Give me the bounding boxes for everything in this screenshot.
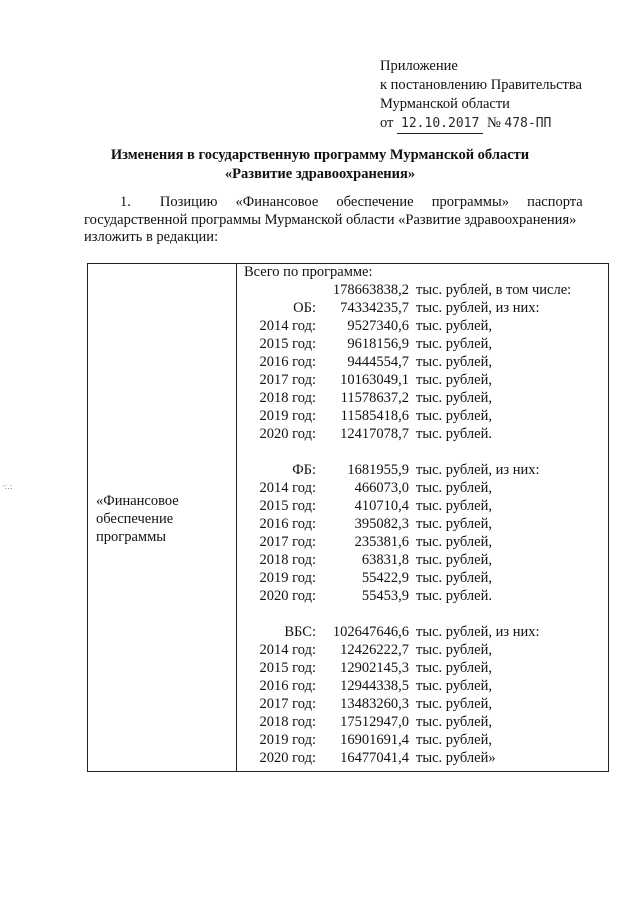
ob-row-unit: тыс. рублей, (416, 336, 492, 352)
ob-row (248, 372, 604, 390)
fb-row-label: 2016 год: (259, 516, 316, 532)
title-line-2: «Развитие здравоохранения» (224, 166, 416, 182)
total-value: 178663838,2 (332, 282, 409, 298)
fb-row-unit: тыс. рублей, (416, 534, 492, 550)
ob-row-value: 11585418,6 (340, 408, 409, 424)
ob-row-label: 2017 год: (259, 372, 316, 388)
vbs-row (248, 732, 604, 750)
vbs-row-value: 102647646,6 (332, 624, 409, 640)
total-unit: тыс. рублей, в том числе: (416, 282, 572, 298)
appendix-date-line (380, 114, 582, 134)
gap-1 (248, 444, 604, 462)
vbs-row-label: 2020 год: (259, 750, 316, 766)
fb-row (248, 570, 604, 588)
fb-row-unit: тыс. рублей, (416, 570, 492, 586)
ob-row-value: 12417078,7 (340, 426, 409, 442)
paragraph-line-3: изложить в редакции: (84, 229, 219, 245)
vbs-row-value: 12426222,7 (340, 642, 409, 658)
vbs-row-unit: тыс. рублей, из них: (416, 624, 540, 640)
from-label: от (380, 115, 394, 131)
vbs-row (248, 678, 604, 696)
appendix-line-2: к постановлению Правительства (380, 77, 582, 93)
fb-row-label: 2019 год: (259, 570, 316, 586)
fb-row-unit: тыс. рублей, (416, 480, 492, 496)
fb-row-value: 466073,0 (354, 480, 409, 496)
ob-row-label: 2020 год: (259, 426, 316, 442)
total-value-row (248, 282, 604, 300)
ob-row-value: 74334235,7 (340, 300, 409, 316)
ob-row-unit: тыс. рублей, (416, 318, 492, 334)
vbs-row (248, 696, 604, 714)
vbs-row-unit: тыс. рублей, (416, 732, 492, 748)
vbs-row-value: 12944338,5 (340, 678, 409, 694)
gap-2 (248, 606, 604, 624)
vbs-row (248, 750, 604, 768)
left-label-line-2: обеспечение (96, 511, 174, 527)
fb-row-unit: тыс. рублей. (416, 588, 492, 604)
vbs-row-unit: тыс. рублей, (416, 678, 492, 694)
ob-row (248, 390, 604, 408)
paragraph-line-2: государственной программы Мурманской области «Развитие здравоохранения» (84, 211, 577, 228)
ob-row-label: 2016 год: (259, 354, 316, 370)
ob-row-label: 2015 год: (259, 336, 316, 352)
vbs-row-value: 16901691,4 (340, 732, 409, 748)
vbs-row-label: ВБС: (284, 624, 316, 640)
left-cell-label (96, 492, 226, 546)
fb-row-label: 2020 год: (259, 588, 316, 604)
vbs-group (248, 624, 604, 768)
vbs-row-label: 2019 год: (259, 732, 316, 748)
vbs-row-unit: тыс. рублей, (416, 696, 492, 712)
appendix-line-3: Мурманской области (380, 96, 510, 112)
ob-row-unit: тыс. рублей, (416, 372, 492, 388)
decree-date: 12.10.2017 (397, 114, 483, 134)
right-cell-content (244, 264, 604, 768)
number-label: № (486, 115, 501, 131)
ob-row (248, 426, 604, 444)
vbs-row (248, 714, 604, 732)
fb-row-label: ФБ: (292, 462, 316, 478)
fb-row-value: 1681955,9 (347, 462, 409, 478)
fb-row-value: 410710,4 (354, 498, 409, 514)
ob-row-value: 11578637,2 (340, 390, 409, 406)
vbs-row-unit: тыс. рублей, (416, 660, 492, 676)
ob-row-value: 9618156,9 (347, 336, 409, 352)
ob-row-unit: тыс. рублей, (416, 354, 492, 370)
vbs-row-value: 13483260,3 (340, 696, 409, 712)
vbs-row (248, 624, 604, 642)
ob-group (248, 300, 604, 444)
vbs-row-value: 12902145,3 (340, 660, 409, 676)
vbs-row-label: 2018 год: (259, 714, 316, 730)
vbs-row-label: 2017 год: (259, 696, 316, 712)
appendix-line-1: Приложение (380, 58, 458, 74)
ob-row-value: 9527340,6 (347, 318, 409, 334)
ob-row (248, 336, 604, 354)
fb-row-unit: тыс. рублей, (416, 516, 492, 532)
vbs-row-label: 2016 год: (259, 678, 316, 694)
fb-row-label: 2018 год: (259, 552, 316, 568)
fb-row-label: 2017 год: (259, 534, 316, 550)
vbs-row-label: 2014 год: (259, 642, 316, 658)
fb-row (248, 462, 604, 480)
fb-group (248, 462, 604, 606)
decree-number: 478-ПП (504, 116, 552, 131)
fb-row-value: 395082,3 (354, 516, 409, 532)
fb-row (248, 588, 604, 606)
ob-row-unit: тыс. рублей. (416, 426, 492, 442)
fb-row-value: 63831,8 (361, 552, 409, 568)
intro-paragraph (84, 194, 600, 247)
ob-row-unit: тыс. рублей, из них: (416, 300, 540, 316)
ob-row-label: 2018 год: (259, 390, 316, 406)
ob-row-label: 2014 год: (259, 318, 316, 334)
vbs-row (248, 642, 604, 660)
fb-row (248, 480, 604, 498)
fb-row (248, 552, 604, 570)
vbs-row-unit: тыс. рублей, (416, 714, 492, 730)
fb-row-unit: тыс. рублей, (416, 552, 492, 568)
fb-row-unit: тыс. рублей, (416, 498, 492, 514)
fb-row-value: 55422,9 (361, 570, 409, 586)
fb-row-value: 55453,9 (361, 588, 409, 604)
fb-row-value: 235381,6 (354, 534, 409, 550)
left-label-line-1: «Финансовое (96, 493, 179, 509)
fb-row (248, 516, 604, 534)
ob-row-value: 9444554,7 (347, 354, 409, 370)
fb-row-label: 2014 год: (259, 480, 316, 496)
ob-row-label: ОБ: (293, 300, 316, 316)
appendix-block (380, 57, 582, 134)
vbs-row-value: 17512947,0 (340, 714, 409, 730)
ob-row-unit: тыс. рублей, (416, 408, 492, 424)
ob-row (248, 300, 604, 318)
fb-row (248, 534, 604, 552)
ob-row (248, 354, 604, 372)
fb-row-unit: тыс. рублей, из них: (416, 462, 540, 478)
title-line-1: Изменения в государственную программу Мурманской области (110, 147, 530, 163)
ob-row-unit: тыс. рублей, (416, 390, 492, 406)
vbs-row (248, 660, 604, 678)
ob-row-label: 2019 год: (259, 408, 316, 424)
margin-scan-mark: ·:.: (2, 482, 13, 491)
fb-row (248, 498, 604, 516)
ob-row (248, 408, 604, 426)
total-label: Всего по программе: (244, 264, 373, 280)
document-title (0, 146, 640, 184)
vbs-row-label: 2015 год: (259, 660, 316, 676)
vbs-row-unit: тыс. рублей, (416, 642, 492, 658)
fb-row-label: 2015 год: (259, 498, 316, 514)
left-label-line-3: программы (96, 529, 166, 545)
table-divider (236, 264, 237, 771)
vbs-row-unit: тыс. рублей» (416, 750, 496, 766)
paragraph-line-1: 1. Позицию «Финансовое обеспечение программы» паспорта (120, 194, 583, 210)
ob-row-value: 10163049,1 (340, 372, 409, 388)
ob-row (248, 318, 604, 336)
vbs-row-value: 16477041,4 (340, 750, 409, 766)
total-label-row (244, 264, 604, 282)
